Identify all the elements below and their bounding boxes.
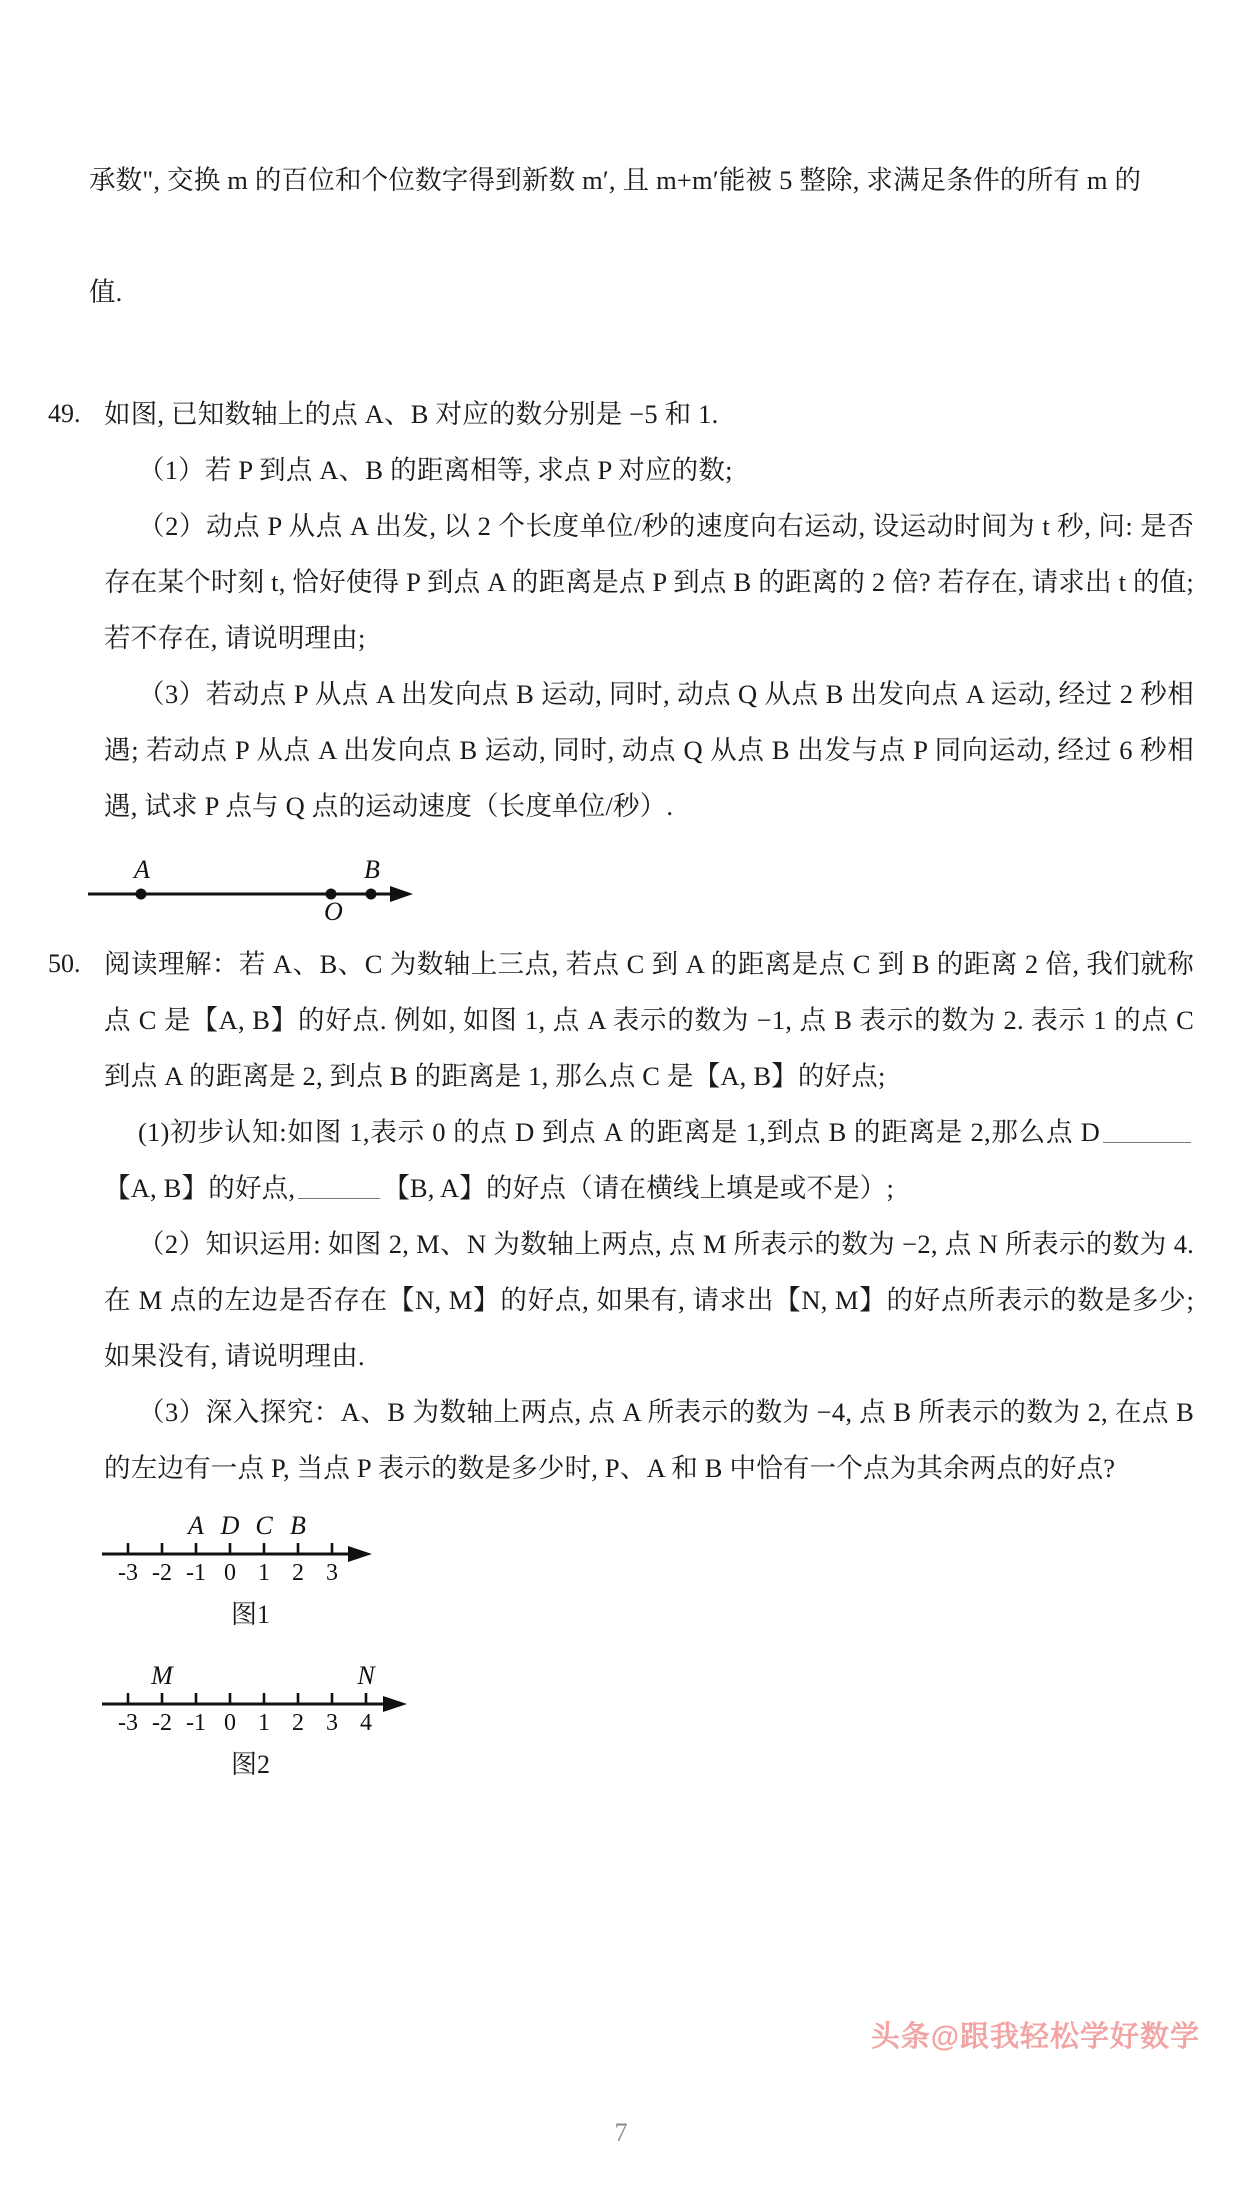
figure-1-tick-label-6: 3: [326, 1560, 338, 1586]
figure-2-ticks: [128, 1693, 366, 1704]
figure-1-point-label-d: D: [220, 1511, 240, 1540]
question-49: [48, 386, 1201, 834]
figure-1-caption-num: 1: [257, 1600, 271, 1629]
figure-1-tick-labels: [118, 1560, 338, 1586]
figure-2-tick-label-0: -3: [118, 1710, 138, 1736]
figure-2-tick-labels: [118, 1710, 372, 1736]
figure-1-arrowhead-icon: [348, 1546, 372, 1562]
figure-1-point-label-a: A: [188, 1511, 204, 1540]
figure-2-caption-num: 2: [257, 1750, 271, 1779]
page-content: [48, 96, 1201, 1782]
point-marker-b: [366, 889, 377, 900]
figure-2-tick-label-7: 4: [360, 1710, 372, 1736]
answer-blank-2[interactable]: [298, 1178, 380, 1199]
point-label-a: A: [134, 855, 150, 884]
question-50-stem: 阅读理解：若 A、B、C 为数轴上三点, 若点 C 到 A 的距离是点 C 到 B 的距离 2 倍, 我们就称点 C 是【A, B】的好点. 例如, 如图 1, 点 A 表示的数为 −1, 点 B 表示的数为 2. 表示 1 的点 C 到点 A 的距离是 2, 到点 B 的距离是 1, 那么点 C 是【A, B】的好点;: [104, 949, 1201, 1091]
figure-2-tick-label-3: 0: [224, 1710, 236, 1736]
carryover-paragraph: [48, 96, 1194, 376]
question-50-part-2: （2）知识运用: 如图 2, M、N 为数轴上两点, 点 M 所表示的数为 −2, 点 N 所表示的数为 4. 在 M 点的左边是否存在【N, M】的好点, 如果有, 请求出【N, M】的好点所表示的数是多少; 如果没有, 请说明理由.: [104, 1229, 1201, 1371]
question-50-number: 50.: [48, 949, 81, 978]
figure-1-point-label-b: B: [290, 1511, 306, 1540]
figure-1-tick-label-0: -3: [118, 1560, 138, 1586]
question-49-number-line-figure: [88, 846, 418, 924]
figure-2-point-label-n: N: [357, 1661, 375, 1690]
carryover-line-2: 值.: [88, 277, 123, 307]
figure-2: [96, 1660, 1194, 1782]
question-50-part-1: [104, 1104, 1194, 1216]
figure-1-tick-label-2: -1: [186, 1560, 206, 1586]
watermark: 头条@跟我轻松学好数学: [870, 2021, 1200, 2053]
figure-1-point-labels: [186, 1511, 306, 1540]
answer-blank-1[interactable]: [1103, 1122, 1191, 1143]
axis-arrowhead-icon: [390, 886, 413, 902]
figure-1-svg: [96, 1510, 386, 1588]
question-50-part-1b: 【A, B】的好点,: [104, 1173, 296, 1203]
question-50: [48, 936, 1201, 1496]
figure-2-caption-cn: 图: [231, 1749, 258, 1779]
question-50-part-3: （3）深入探究：A、B 为数轴上两点, 点 A 所表示的数为 −4, 点 B 所表示的数为 2, 在点 B 的左边有一点 P, 当点 P 表示的数是多少时, P、A 和 B 中恰有一个点为其余两点的好点?: [104, 1397, 1201, 1483]
figure-2-svg: [96, 1660, 426, 1738]
figure-1-point-label-c: C: [255, 1511, 273, 1540]
figure-2-tick-label-4: 1: [258, 1710, 270, 1736]
figure-1-ticks: [128, 1543, 332, 1554]
figure-2-caption: [231, 1747, 1194, 1782]
question-50-part-1a: (1)初步认知:如图 1,表示 0 的点 D 到点 A 的距离是 1,到点 B 的距离是 2,那么点 D: [138, 1117, 1100, 1147]
question-49-number: 49.: [48, 399, 81, 428]
question-49-part-1: （1）若 P 到点 A、B 的距离相等, 求点 P 对应的数;: [138, 455, 733, 485]
figure-1-tick-label-4: 1: [258, 1560, 270, 1586]
point-label-b: B: [364, 855, 380, 884]
number-line-svg-49: [88, 846, 418, 924]
figure-1-tick-label-5: 2: [292, 1560, 304, 1586]
carryover-line-1: 承数", 交换 m 的百位和个位数字得到新数 m′, 且 m+m′能被 5 整除, 求满足条件的所有 m 的: [88, 165, 1142, 195]
question-49-stem: 如图, 已知数轴上的点 A、B 对应的数分别是 −5 和 1.: [104, 399, 719, 429]
point-label-o: O: [324, 897, 343, 924]
figure-2-arrowhead-icon: [383, 1696, 407, 1712]
figure-2-tick-label-6: 3: [326, 1710, 338, 1736]
figure-2-tick-label-2: -1: [186, 1710, 206, 1736]
figure-2-point-label-m: M: [151, 1661, 173, 1690]
figure-1-caption-cn: 图: [231, 1599, 258, 1629]
figure-2-tick-label-1: -2: [152, 1710, 172, 1736]
question-49-part-3: （3）若动点 P 从点 A 出发向点 B 运动, 同时, 动点 Q 从点 B 出发向点 A 运动, 经过 2 秒相遇; 若动点 P 从点 A 出发向点 B 运动, 同时, 动点 Q 从点 B 出发与点 P 同向运动, 经过 6 秒相遇, 试求 P 点与 Q 点的运动速度（长度单位/秒）.: [104, 679, 1194, 821]
question-50-part-1c: 【B, A】的好点（请在横线上填是或不是）;: [383, 1173, 895, 1203]
page-number: 7: [614, 2118, 628, 2147]
figure-1-tick-label-1: -2: [152, 1560, 172, 1586]
question-49-part-2: （2）动点 P 从点 A 出发, 以 2 个长度单位/秒的速度向右运动, 设运动时间为 t 秒, 问: 是否存在某个时刻 t, 恰好使得 P 到点 A 的距离是点 P 到点 B 的距离的 2 倍? 若存在, 请求出 t 的值; 若不存在, 请说明理由;: [104, 511, 1201, 653]
figure-1: [96, 1510, 1194, 1632]
figure-2-tick-label-5: 2: [292, 1710, 304, 1736]
figure-1-tick-label-3: 0: [224, 1560, 236, 1586]
figure-1-caption: [231, 1597, 1194, 1632]
point-marker-a: [136, 889, 147, 900]
figure-2-point-labels: [150, 1661, 376, 1690]
